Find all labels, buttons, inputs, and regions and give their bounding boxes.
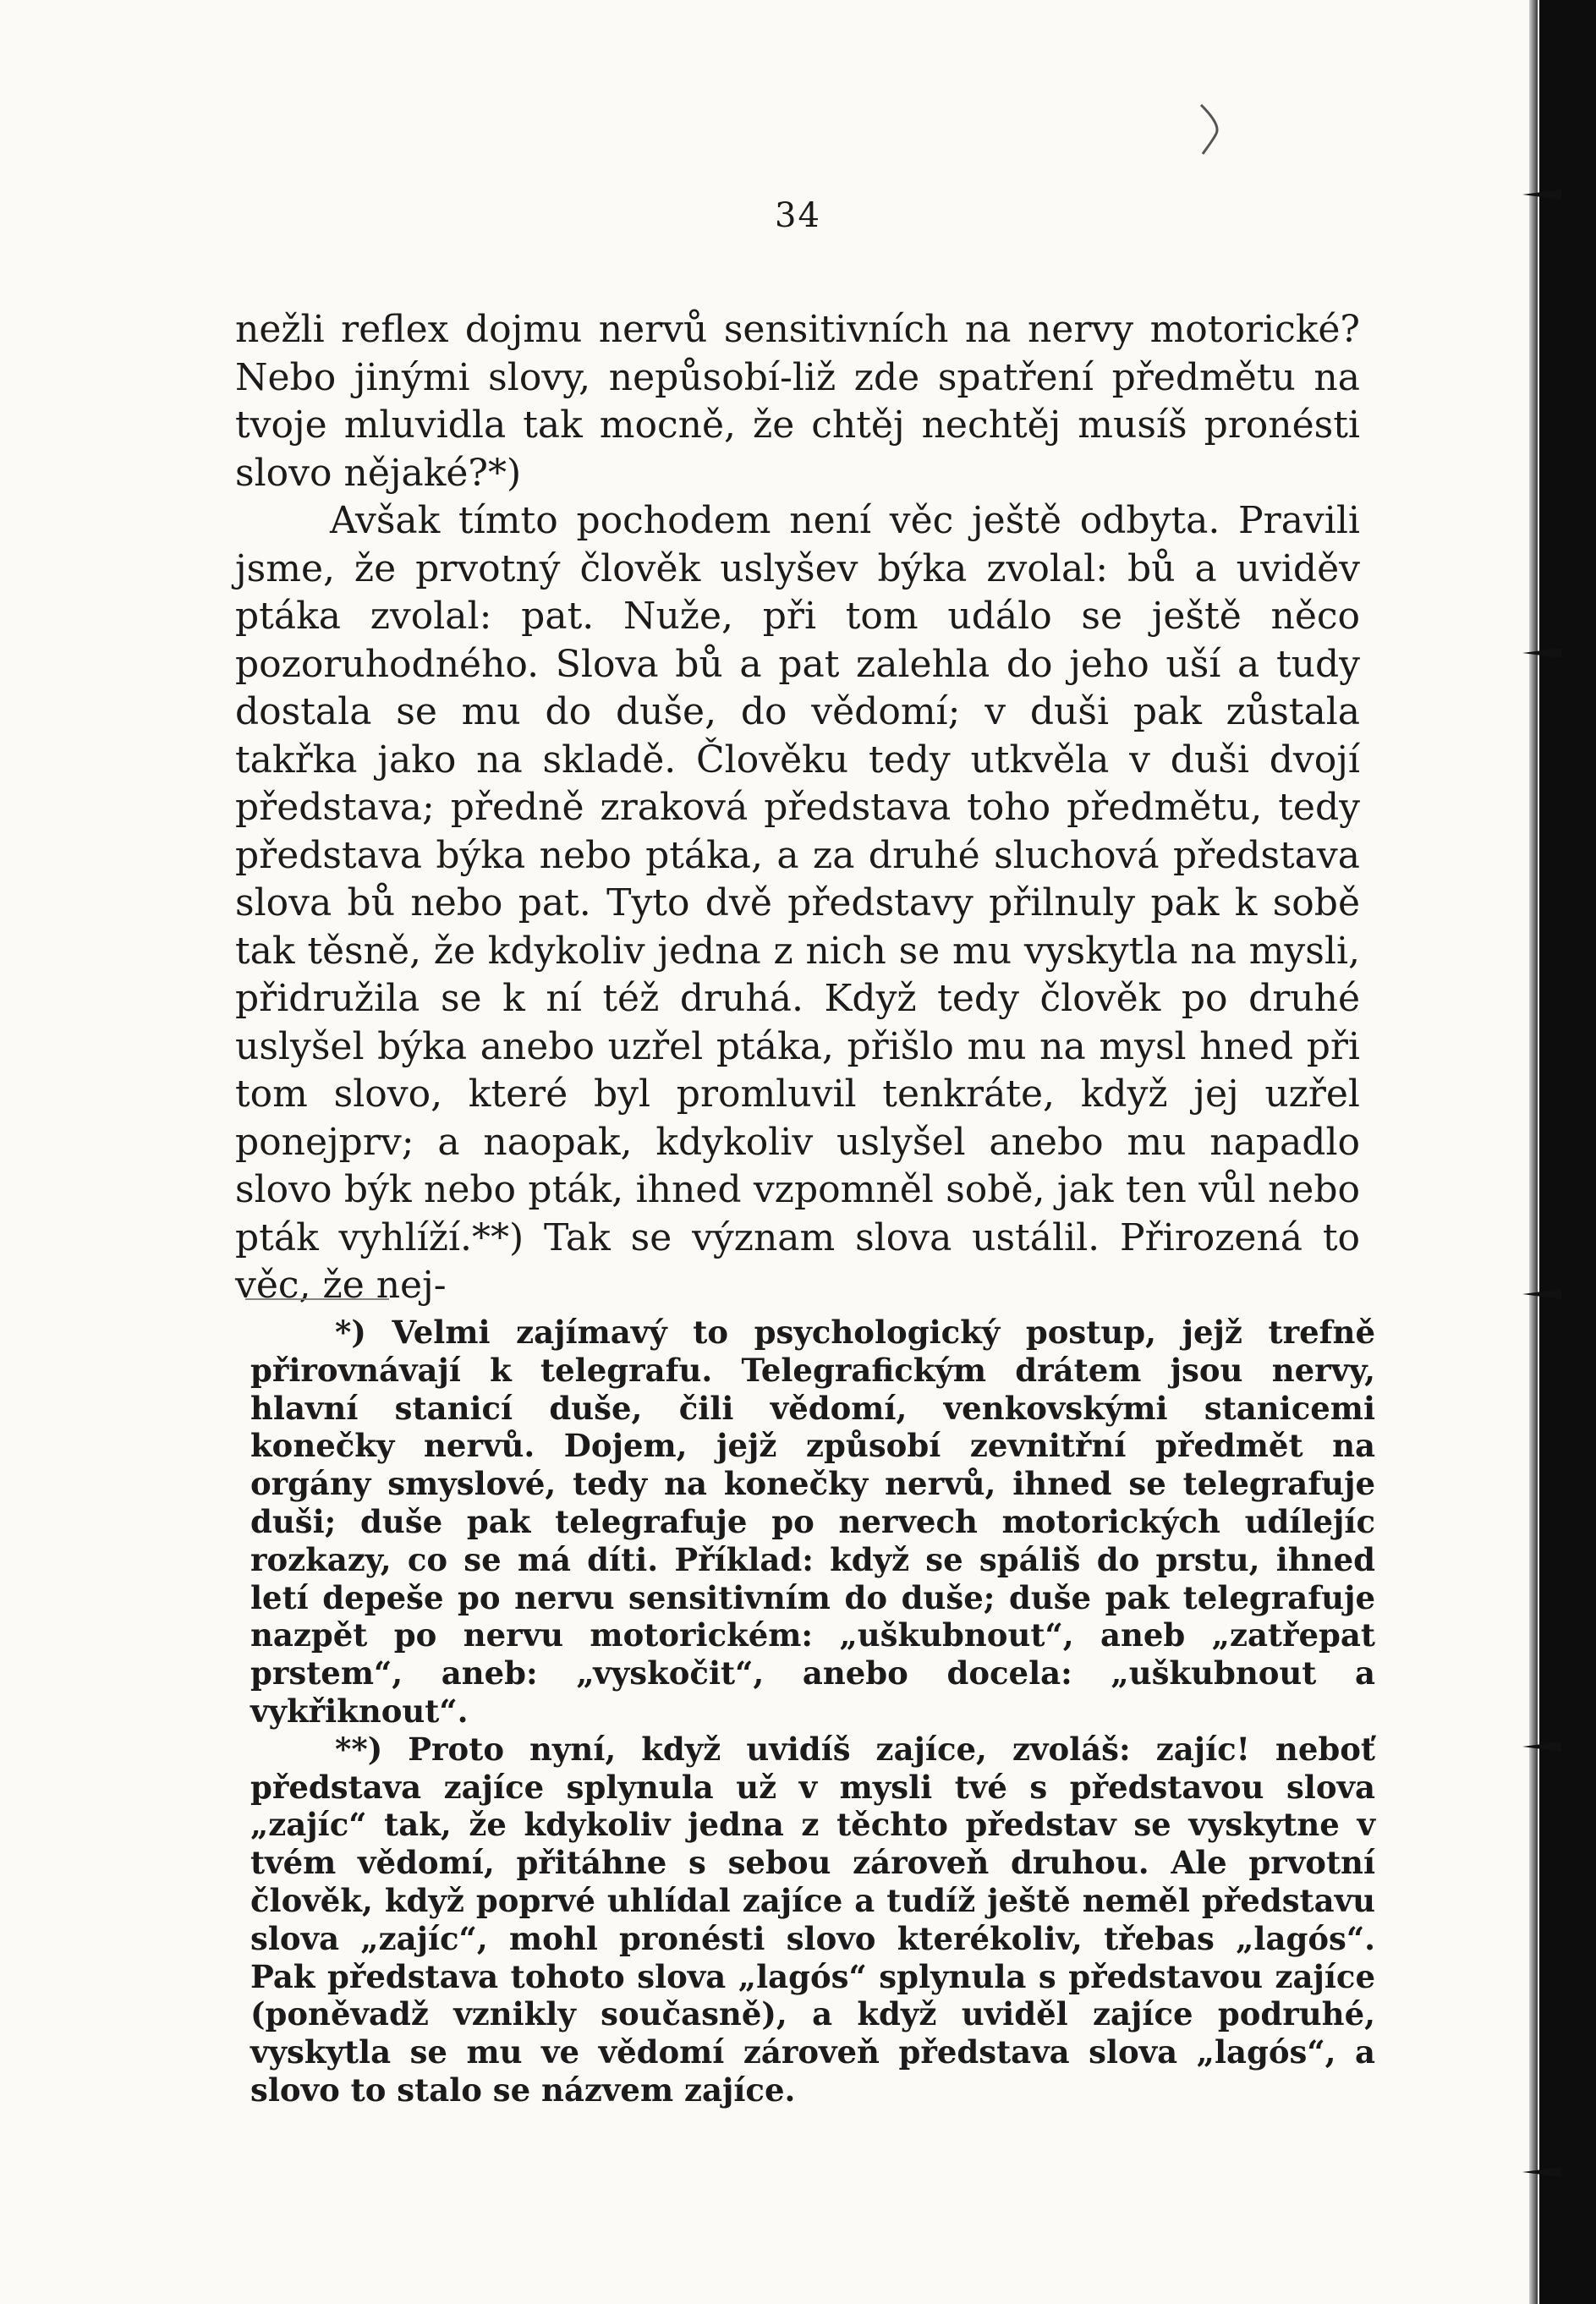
binding-mark-icon — [1521, 1277, 1563, 1311]
paragraph: Avšak tímto pochodem není věc ještě odbyta. Pravili jsme, že prvotný člověk uslyšev býka zvolal: bů a uviděv ptáka zvolal: pat. Nuže, při tom událo se ještě něco pozoruhodného. Slova bů a pat zalehla do jeho uší a tudy dostala se mu do duše, do vědomí; v duši pak zůstala takřka jako na skladě. Člověku tedy utkvěla v duši dvojí představa; předně zraková představa toho předmětu, tedy představa býka nebo ptáka, a za druhé sluchová představa slova bů nebo pat. Tyto dvě představy přilnuly pak k sobě tak těsně, že kdykoliv jedna z nich se mu vyskytla na mysli, přidružila se k ní též druhá. Když tedy člověk po druhé uslyšel býka anebo uzřel ptáka, přišlo mu na mysl hned při tom slovo, které byl promluvil tenkráte, když jej uzřel ponejprv; a naopak, kdykoliv uslyšel anebo mu napadlo slovo býk nebo pták, ihned vzpomněl sobě, jak ten vůl nebo pták vyhlíží.**) Tak se význam slova ustálil. Přirozená to věc, že nej- — [235, 499, 1360, 1307]
footnote: *) Velmi zajímavý to psychologický postup, jejž trefně přirovnávají k telegrafu. Telegrafickým drátem jsou nervy, hlavní stanicí duše, čili vědomí, venkovskými stanicemi konečky nervů. Dojem, jejž způsobí zevnitřní předmět na orgány smyslové, tedy na konečky nervů, ihned se telegrafuje duši; duše pak telegrafuje po nervech motorických udílejíc rozkazy, co se má díti. Příklad: když se spáliš do prstu, ihned letí depeše po nervu sensitivním do duše; duše pak telegrafuje nazpět po nervu motorickém: „uškubnout“, aneb „zatřepat prstem“, aneb: „vyskočit“, anebo docela: „uškubnout a vykřiknout“. — [250, 1314, 1375, 1730]
scan-border — [1539, 0, 1596, 2304]
binding-mark-icon — [1521, 2155, 1563, 2189]
page-number: 34 — [775, 196, 821, 235]
footnote-separator — [245, 1298, 389, 1300]
pencil-mark-icon — [1194, 100, 1228, 159]
page-edge-shadow — [1529, 0, 1538, 2304]
binding-mark-icon — [1521, 636, 1563, 670]
footnotes — [250, 1314, 1375, 2109]
footnote: **) Proto nyní, když uvidíš zajíce, zvoláš: zajíc! neboť představa zajíce splynula už v mysli tvé s představou slova „zajíc“ tak, že kdykoliv jedna z těchto představ se vyskytne v tvém vědomí, přitáhne s sebou zároveň druhou. Ale prvotní člověk, když poprvé uhlídal zajíce a tudíž ještě neměl představu slova „zajíc“, mohl pronésti slovo kterékoliv, třebas „lagós“. Pak představa tohoto slova „lagós“ splynula s představou zajíce (poněvadž vznikly současně), a když uviděl zajíce podruhé, vyskytla se mu ve vědomí zároveň představa slova „lagós“, a slovo to stalo se názvem zajíce. — [250, 1730, 1375, 2109]
binding-mark-icon — [1521, 1730, 1563, 1764]
paragraph: nežli reflex dojmu nervů sensitivních na nervy motorické? Nebo jinými slovy, nepůsobí-liž zde spatření předmětu na tvoje mluvidla tak mocně, že chtěj nechtěj musíš pronésti slovo nějaké?*) — [235, 308, 1360, 495]
main-text — [235, 306, 1360, 1310]
